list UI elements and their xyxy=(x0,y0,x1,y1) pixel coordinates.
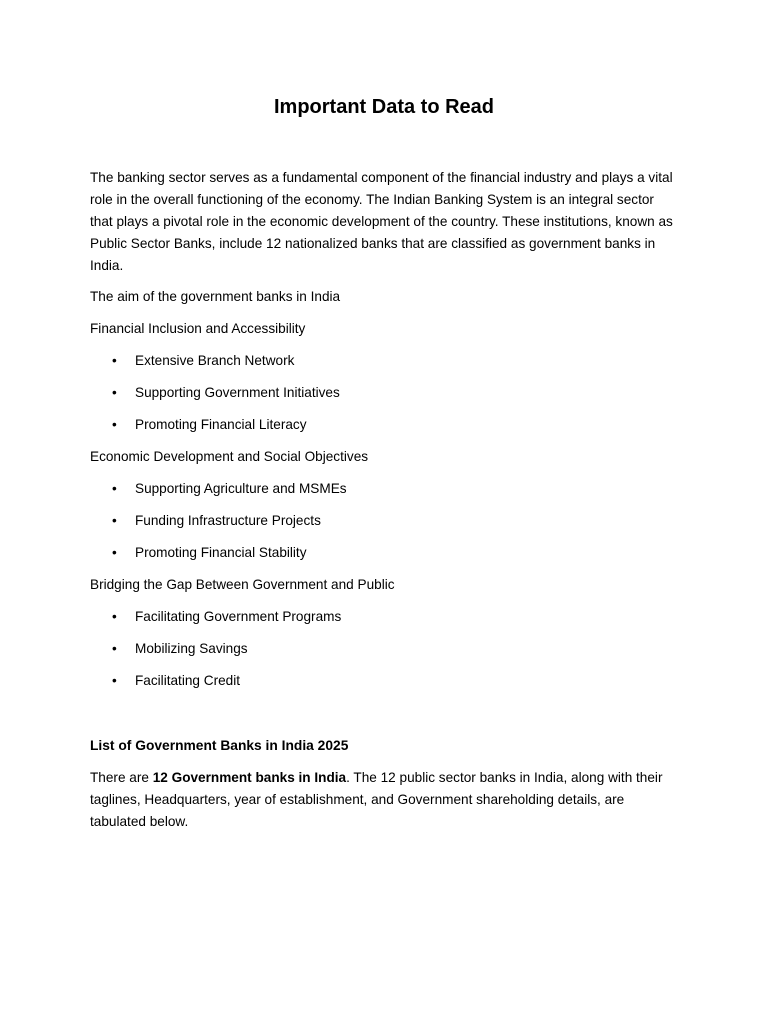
list-item-label: Promoting Financial Stability xyxy=(135,545,307,560)
bullet-icon: • xyxy=(112,673,117,688)
closing-prefix: There are xyxy=(90,770,153,785)
closing-bold-phrase: 12 Government banks in India xyxy=(152,770,347,785)
bullet-icon: • xyxy=(112,481,117,496)
list-item-label: Facilitating Government Programs xyxy=(135,609,342,624)
bullet-icon: • xyxy=(112,353,117,368)
list-heading: List of Government Banks in India 2025 xyxy=(90,738,349,753)
list-item-label: Funding Infrastructure Projects xyxy=(135,513,321,528)
list-item-label: Extensive Branch Network xyxy=(135,353,295,368)
bullet-icon: • xyxy=(112,545,117,560)
list-item-label: Supporting Agriculture and MSMEs xyxy=(135,481,347,496)
intro-paragraph: The banking sector serves as a fundamental component of the financial industry and plays a vital role in the overall functioning of the economy. The Indian Banking System is an integral sector that plays a pivotal role in the economic development of the country. These institutions, known as Public Sector Banks, include 12 nationalized banks that are classified as government banks in India. xyxy=(90,170,673,273)
bullet-icon: • xyxy=(112,641,117,656)
bullet-icon: • xyxy=(112,385,117,400)
closing-suffix: . The 12 public sector banks in India, along with their taglines, Headquarters, year of establishment, and Government shareholding details, are tabulated below. xyxy=(90,770,663,829)
aim-heading: The aim of the government banks in India xyxy=(90,289,341,304)
bullet-icon: • xyxy=(112,417,117,432)
section-heading-financial-inclusion: Financial Inclusion and Accessibility xyxy=(90,321,306,336)
document-title: Important Data to Read xyxy=(273,96,495,118)
list-item-label: Mobilizing Savings xyxy=(135,641,248,656)
list-item-label: Facilitating Credit xyxy=(135,673,241,688)
list-item-label: Promoting Financial Literacy xyxy=(135,417,307,432)
section-heading-bridging-gap: Bridging the Gap Between Government and Public xyxy=(90,577,395,592)
section-heading-economic-development: Economic Development and Social Objectives xyxy=(90,449,369,464)
bullet-icon: • xyxy=(112,513,117,528)
bullet-icon: • xyxy=(112,609,117,624)
list-item-label: Supporting Government Initiatives xyxy=(135,385,340,400)
closing-paragraph xyxy=(90,767,680,833)
